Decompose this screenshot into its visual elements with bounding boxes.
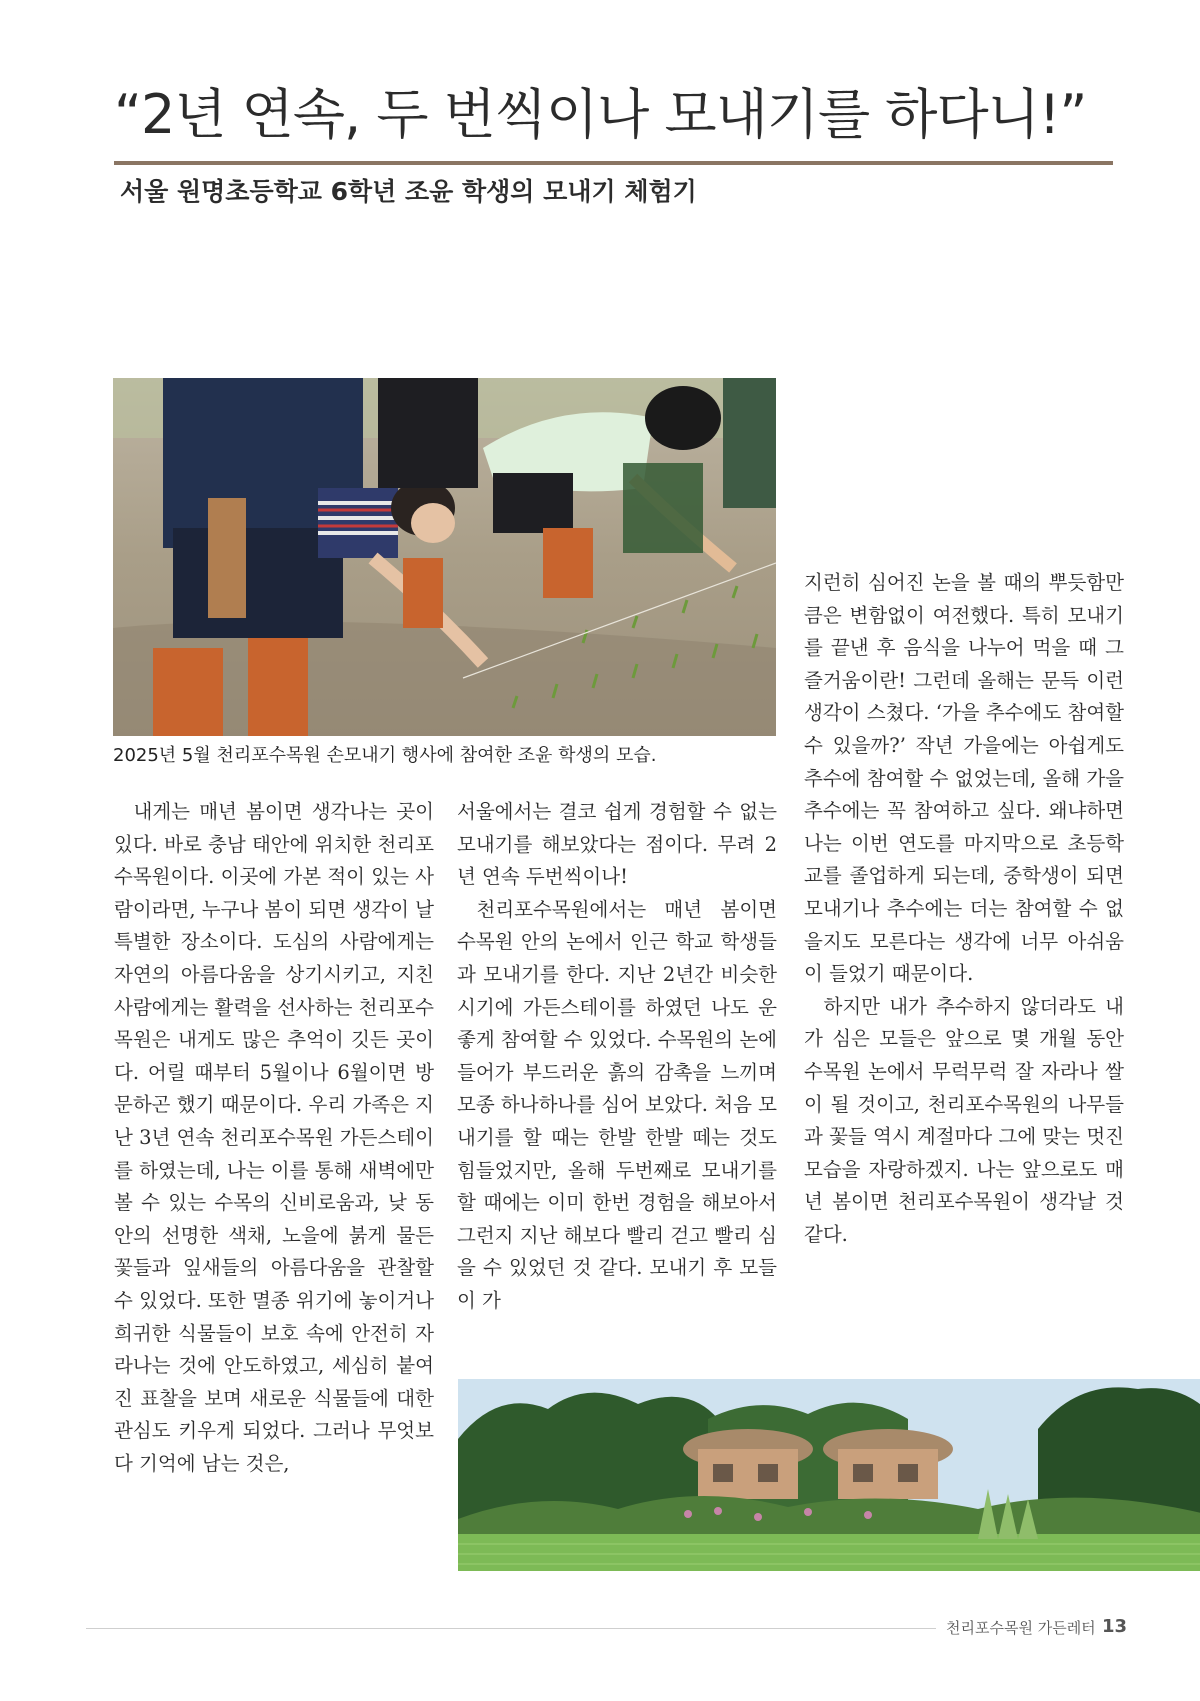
body-column-1: [114, 796, 434, 1480]
paragraph: 서울에서는 결코 쉽게 경험할 수 없는 모내기를 해보았다는 점이다. 무려 2년 연속 두번씩이나!: [457, 800, 777, 889]
rice-planting-photo: [113, 378, 776, 736]
photo-caption: 2025년 5월 천리포수목원 손모내기 행사에 참여한 조윤 학생의 모습.: [113, 745, 657, 766]
body-column-3: [804, 567, 1124, 1251]
body-column-2: [457, 796, 777, 1318]
garden-stay-photo: [458, 1379, 1200, 1571]
paragraph: 내게는 매년 봄이면 생각나는 곳이 있다. 바로 충남 태안에 위치한 천리포수목원이다. 이곳에 가본 적이 있는 사람이라면, 누구나 봄이 되면 생각이 날 특별한 장소이다. 도심의 사람에게는 자연의 아름다움을 상기시키고, 지친 사람에게는 활력을 선사하는 천리포수목원은 내게도 많은 추억이 깃든 곳이다. 어릴 때부터 5월이나 6월이면 방문하곤 했기 때문이다. 우리 가족은 지난 3년 연속 천리포수목원 가든스테이를 하였는데, 나는 이를 통해 새벽에만 볼 수 있는 수목의 신비로움과, 낮 동안의 선명한 색채, 노을에 붉게 물든 꽃들과 잎새들의 아름다움을 관찰할 수 있었다. 또한 멸종 위기에 놓이거나 희귀한 식물들이 보호 속에 안전히 자라나는 것에 안도하였고, 세심히 붙여진 표찰을 보며 새로운 식물들에 대한 관심도 키우게 되었다. 그러나 무엇보다 기억에 남는 것은,: [114, 800, 434, 1475]
paragraph: 하지만 내가 추수하지 않더라도 내가 심은 모들은 앞으로 몇 개월 동안 수목원 논에서 무럭무럭 잘 자라나 쌀이 될 것이고, 천리포수목원의 나무들과 꽃들 역시 계절마다 그에 맞는 멋진 모습을 자랑하겠지. 나는 앞으로도 매년 봄이면 천리포수목원이 생각날 것 같다.: [804, 994, 1124, 1246]
article-subtitle: 서울 원명초등학교 6학년 조윤 학생의 모내기 체험기: [120, 177, 697, 206]
paragraph: 지런히 심어진 논을 볼 때의 뿌듯함만큼은 변함없이 여전했다. 특히 모내기를 끝낸 후 음식을 나누어 먹을 때 그 즐거움이란! 그런데 올해는 문득 이런 생각이 스쳤다. ‘가을 추수에도 참여할 수 있을까?’ 작년 가을에는 아쉽게도 추수에 참여할 수 없었는데, 올해 가을 추수에는 꼭 참여하고 싶다. 왜냐하면 나는 이번 연도를 마지막으로 초등학교를 졸업하게 되는데, 중학생이 되면 모내기나 추수에는 더는 참여할 수 없을지도 모른다는 생각에 너무 아쉬움이 들었기 때문이다.: [804, 571, 1124, 986]
footer-divider: [86, 1628, 936, 1629]
paragraph: 천리포수목원에서는 매년 봄이면 수목원 안의 논에서 인근 학교 학생들과 모내기를 한다. 지난 2년간 비슷한 시기에 가든스테이를 하였던 나도 운 좋게 참여할 수 있었다. 수목원의 논에 들어가 부드러운 흙의 감촉을 느끼며 모종 하나하나를 심어 보았다. 처음 모내기를 할 때는 한발 한발 떼는 것도 힘들었지만, 올해 두번째로 모내기를 할 때에는 이미 한번 경험을 해보아서 그런지 지난 해보다 빨리 걷고 빨리 심을 수 있었던 것 같다. 모내기 후 모들이 가: [457, 897, 777, 1312]
publication-name: 천리포수목원 가든레터: [946, 1619, 1096, 1637]
page-number: 13: [1102, 1616, 1128, 1637]
article-title: “2년 연속, 두 번씩이나 모내기를 하다니!”: [114, 83, 1087, 146]
title-divider: [114, 161, 1113, 165]
